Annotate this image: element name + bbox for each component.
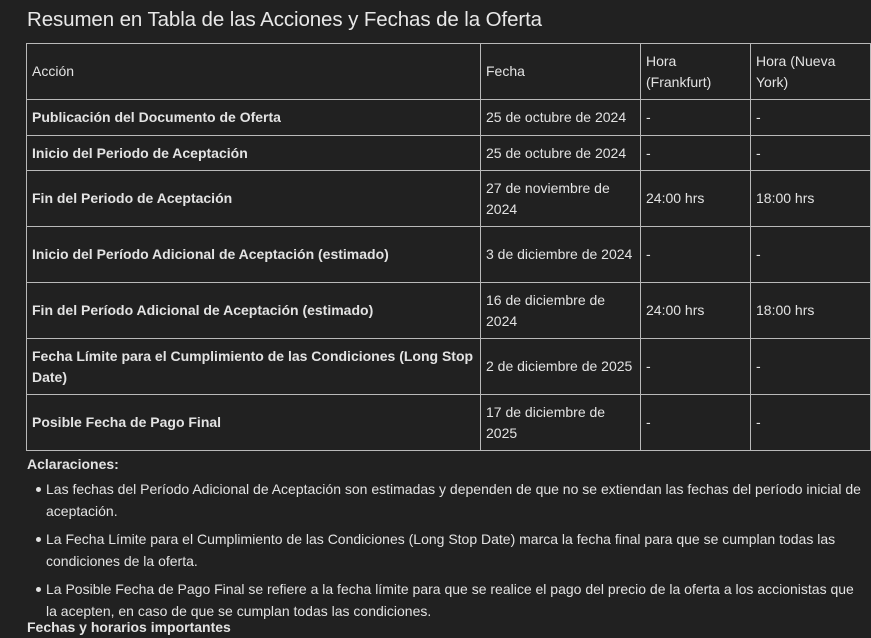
time-frankfurt-cell: - bbox=[641, 100, 751, 136]
column-header-time-frankfurt: Hora (Frankfurt) bbox=[641, 44, 751, 100]
date-cell: 25 de octubre de 2024 bbox=[481, 100, 641, 136]
notes-heading: Aclaraciones: bbox=[27, 456, 119, 472]
table-row bbox=[27, 171, 871, 227]
time-new-york-cell: - bbox=[751, 136, 871, 171]
time-frankfurt-cell: - bbox=[641, 339, 751, 395]
date-cell: 27 de noviembre de 2024 bbox=[481, 171, 641, 227]
list-item: La Posible Fecha de Pago Final se refiere a la fecha límite para que se realice el pago del precio de la oferta a los accionistas que la acepten, en caso de que se cumplan todas las condiciones. bbox=[36, 578, 868, 622]
time-frankfurt-cell: - bbox=[641, 136, 751, 171]
action-cell: Publicación del Documento de Oferta bbox=[27, 100, 481, 136]
table-row bbox=[27, 339, 871, 395]
table-row bbox=[27, 283, 871, 339]
column-header-action: Acción bbox=[27, 44, 481, 100]
time-frankfurt-cell: - bbox=[641, 227, 751, 283]
offer-timeline-table bbox=[26, 43, 871, 451]
time-new-york-cell: 18:00 hrs bbox=[751, 171, 871, 227]
table-row bbox=[27, 227, 871, 283]
time-frankfurt-cell: - bbox=[641, 395, 751, 451]
action-cell: Inicio del Periodo de Aceptación bbox=[27, 136, 481, 171]
next-section-heading: Fechas y horarios importantes bbox=[27, 619, 231, 635]
table-row bbox=[27, 395, 871, 451]
time-new-york-cell: - bbox=[751, 227, 871, 283]
list-item: Las fechas del Período Adicional de Aceptación son estimadas y dependen de que no se extiendan las fechas del período inicial de aceptación. bbox=[36, 478, 868, 522]
date-cell: 17 de diciembre de 2025 bbox=[481, 395, 641, 451]
action-cell: Fecha Límite para el Cumplimiento de las Condiciones (Long Stop Date) bbox=[27, 339, 481, 395]
page-title: Resumen en Tabla de las Acciones y Fechas de la Oferta bbox=[27, 8, 542, 31]
action-cell: Fin del Periodo de Aceptación bbox=[27, 171, 481, 227]
date-cell: 16 de diciembre de 2024 bbox=[481, 283, 641, 339]
time-new-york-cell: - bbox=[751, 395, 871, 451]
list-item: La Fecha Límite para el Cumplimiento de las Condiciones (Long Stop Date) marca la fecha final para que se cumplan todas las condiciones de la oferta. bbox=[36, 528, 868, 572]
date-cell: 25 de octubre de 2024 bbox=[481, 136, 641, 171]
time-new-york-cell: 18:00 hrs bbox=[751, 283, 871, 339]
table-header-row bbox=[27, 44, 871, 100]
table-row bbox=[27, 136, 871, 171]
column-header-time-new-york: Hora (Nueva York) bbox=[751, 44, 871, 100]
time-new-york-cell: - bbox=[751, 100, 871, 136]
time-frankfurt-cell: 24:00 hrs bbox=[641, 171, 751, 227]
action-cell: Inicio del Período Adicional de Aceptación (estimado) bbox=[27, 227, 481, 283]
column-header-date: Fecha bbox=[481, 44, 641, 100]
notes-list bbox=[36, 478, 868, 628]
action-cell: Posible Fecha de Pago Final bbox=[27, 395, 481, 451]
date-cell: 3 de diciembre de 2024 bbox=[481, 227, 641, 283]
time-new-york-cell: - bbox=[751, 339, 871, 395]
table-row bbox=[27, 100, 871, 136]
action-cell: Fin del Período Adicional de Aceptación (estimado) bbox=[27, 283, 481, 339]
time-frankfurt-cell: 24:00 hrs bbox=[641, 283, 751, 339]
date-cell: 2 de diciembre de 2025 bbox=[481, 339, 641, 395]
